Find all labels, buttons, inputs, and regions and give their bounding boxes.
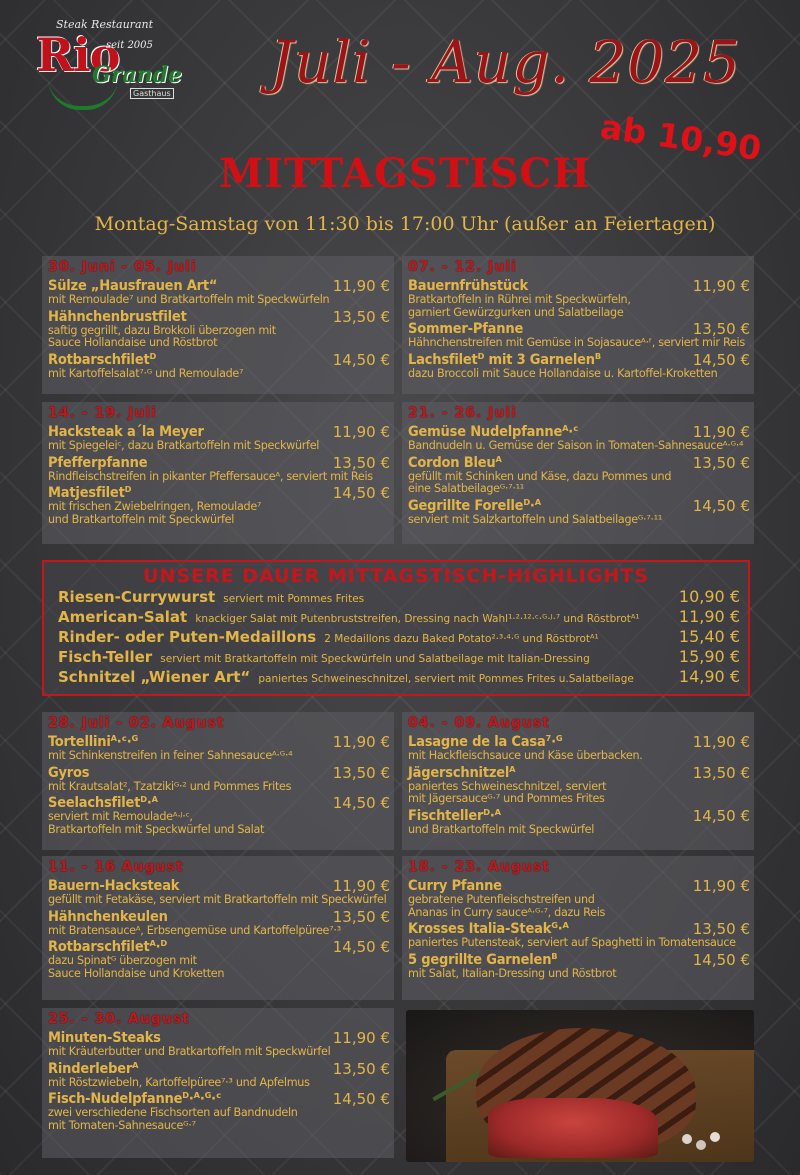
item-name: Jägerschnitzelᴬ	[408, 764, 516, 781]
item-price: 11,90 €	[692, 877, 750, 895]
menu-item	[48, 309, 394, 350]
item-price: 13,50 €	[692, 763, 750, 782]
item-price: 14,50 €	[692, 950, 750, 969]
item-description: Hähnchenstreifen mit Gemüse in Sojasauceᴬ·ᶠ, serviert mir Reis	[408, 336, 745, 349]
item-description: zwei verschiedene Fischsorten auf Bandnudeln mit Tomaten-Sahnesauceᴳ·⁷	[48, 1106, 298, 1132]
menu-item	[48, 939, 394, 980]
menu-item	[408, 498, 754, 527]
item-description: serviert mit Salzkartoffeln und Salatbeilageᴳ·⁷·¹¹	[408, 512, 663, 526]
item-name: Gemüse Nudelpfanneᴬ·ᶜ	[408, 424, 579, 440]
item-description: mit Salat, Italian-Dressing und Röstbrot	[408, 966, 617, 980]
logo-since: seit 2005	[106, 40, 153, 51]
menu-item	[48, 278, 394, 307]
item-price: 14,50 €	[332, 484, 390, 502]
steak-cut-icon	[488, 1098, 658, 1158]
highlight-description: knackiger Salat mit Putenbruststreifen, Dressing nach Wahl¹·²·¹²·ᶜ·ᴳ·ᴶ·⁷ und Röstbrotᴬ¹	[195, 613, 640, 625]
menu-item	[48, 485, 394, 526]
menu-item	[408, 352, 754, 381]
highlight-name: Riesen-Currywurst	[58, 588, 216, 606]
item-price: 11,90 €	[692, 423, 750, 441]
highlight-description: serviert mit Pommes Frites	[223, 593, 365, 605]
item-description: mit Krautsalat², Tzatzikiᴳ·² und Pommes Frites	[48, 779, 292, 793]
item-name: Bauernfrühstück	[408, 278, 528, 294]
menu-item	[408, 455, 754, 496]
highlight-description: 2 Medaillons dazu Baked Potato²·³·⁴·ᴳ und Röstbrotᴬ¹	[324, 633, 599, 645]
item-price: 13,50 €	[332, 1059, 390, 1078]
item-description: mit Remoulade⁷ und Bratkartoffeln mit Speckwürfeln	[48, 293, 330, 306]
menu-item	[408, 952, 754, 981]
logo-swirl-icon	[48, 78, 118, 110]
week-label: 07. - 12. Juli	[408, 259, 517, 275]
menu-period: Juli - Aug. 2025	[270, 28, 742, 96]
item-price: 13,50 €	[692, 453, 750, 472]
highlight-price: 14,90 €	[678, 667, 740, 686]
pepper-icon	[682, 1134, 692, 1144]
item-price: 14,50 €	[332, 938, 390, 956]
item-name: Fischtellerᴰ·ᴬ	[408, 807, 501, 824]
item-price: 13,50 €	[332, 307, 390, 326]
highlight-price: 10,90 €	[678, 587, 740, 606]
week-block	[42, 856, 394, 1000]
item-description: Rindfleischstreifen in pikanter Pfeffersauceᴬ, serviert mit Reis	[48, 469, 373, 483]
item-name: 5 gegrillte Garnelenᴮ	[408, 951, 558, 968]
item-description: Bratkartoffeln in Rührei mit Speckwürfeln, garniert Gewürzgurken und Salatbeilage	[408, 293, 631, 319]
menu-item	[408, 321, 754, 350]
logo-tag: Gasthaus	[130, 88, 174, 99]
item-description: mit Schinkenstreifen in feiner Sahnesauceᴬ·ᴳ·⁴	[48, 749, 293, 762]
week-label: 11. - 16 August	[48, 859, 184, 875]
item-name: Matjesfiletᴰ	[48, 485, 132, 501]
menu-item	[408, 878, 754, 919]
item-price: 11,90 €	[332, 877, 390, 895]
restaurant-logo	[34, 18, 183, 110]
page-title: MITTAGSTISCH	[219, 150, 591, 197]
menu-item	[48, 765, 394, 794]
menu-item	[48, 455, 394, 484]
item-description: Bandnudeln u. Gemüse der Saison in Tomaten-Sahnesauceᴬ·ᴳ·⁴	[408, 439, 744, 452]
item-price: 11,90 €	[692, 277, 750, 295]
item-description: mit Kräuterbutter und Bratkartoffeln mit Speckwürfel	[48, 1045, 331, 1058]
item-price: 11,90 €	[332, 277, 390, 295]
item-description: mit Bratensauceᴬ, Erbsengemüse und Kartoffelpüree⁷·³	[48, 923, 341, 937]
item-description: saftig gegrillt, dazu Brokkoli überzogen mit Sauce Hollandaise und Röstbrot	[48, 323, 276, 349]
highlight-item	[58, 627, 748, 647]
item-description: gebratene Putenfleischstreifen und Ananas in Curry sauceᴬ·ᴳ·⁷, dazu Reis	[408, 893, 606, 919]
menu-item	[48, 909, 394, 938]
item-name: Bauern-Hacksteak	[48, 878, 180, 894]
item-price: 14,50 €	[332, 350, 390, 369]
week-block	[42, 402, 394, 544]
item-description: mit Spiegeleiᶜ, dazu Bratkartoffeln mit Speckwürfel	[48, 439, 320, 452]
opening-hours: Montag-Samstag von 11:30 bis 17:00 Uhr (außer an Feiertagen)	[94, 213, 716, 235]
item-name: Lachsfiletᴰ mit 3 Garnelenᴮ	[408, 351, 601, 368]
item-name: Seelachsfiletᴰ·ᴬ	[48, 795, 158, 811]
week-block	[42, 1008, 394, 1158]
item-description: mit frischen Zwiebelringen, Remoulade⁷ und Bratkartoffeln mit Speckwürfel	[48, 500, 262, 526]
item-description: gefüllt mit Fetakäse, serviert mit Bratkartoffeln mit Speckwürfel	[48, 893, 387, 906]
item-description: serviert mit Remouladeᴬ·ᴶ·ᶜ, Bratkartoffeln mit Speckwürfel und Salat	[48, 810, 265, 836]
item-description: gefüllt mit Schinken und Käse, dazu Pommes und eine Salatbeilageᴳ·⁷·¹¹	[408, 469, 672, 495]
item-name: Cordon Bleuᴬ	[408, 454, 502, 471]
item-name: Curry Pfanne	[408, 878, 502, 894]
week-block	[402, 402, 754, 544]
menu-item	[48, 1030, 394, 1059]
week-block	[402, 256, 754, 394]
menu-item	[408, 278, 754, 319]
menu-item	[408, 734, 754, 763]
menu-item	[48, 424, 394, 453]
highlight-description: serviert mit Bratkartoffeln mit Speckwürfeln und Salatbeilage mit Italian-Dressing	[160, 653, 590, 665]
menu-item	[48, 1061, 394, 1090]
highlight-item	[58, 667, 748, 687]
highlight-name: Fisch-Teller	[58, 648, 153, 666]
week-label: 14. - 19. Juli	[48, 405, 157, 421]
highlight-price: 15,40 €	[678, 627, 740, 646]
item-price: 14,50 €	[692, 496, 750, 515]
highlight-price: 11,90 €	[678, 607, 740, 626]
item-description: mit Kartoffelsalat⁷·ᴳ und Remoulade⁷	[48, 366, 244, 380]
item-name: Pfefferpfanne	[48, 454, 148, 471]
menu-item	[48, 734, 394, 763]
week-label: 04. - 09. August	[408, 715, 550, 731]
week-block	[402, 712, 754, 850]
logo-name-secondary: Grande	[92, 62, 183, 88]
grilled-steak-photo	[406, 1010, 754, 1162]
menu-item	[48, 352, 394, 381]
menu-item	[48, 1091, 394, 1132]
item-name: Rinderleberᴬ	[48, 1060, 139, 1077]
item-description: paniertes Putensteak, serviert auf Spaghetti in Tomatensauce	[408, 936, 736, 949]
item-name: Gyros	[48, 764, 90, 781]
logo-subtitle: Steak Restaurant	[56, 18, 154, 31]
week-block	[42, 256, 394, 394]
item-description: mit Hackfleischsauce und Käse überbacken.	[408, 749, 643, 762]
item-price: 13,50 €	[332, 763, 390, 782]
item-name: Hähnchenkeulen	[48, 908, 168, 925]
highlight-item	[58, 647, 748, 667]
item-price: 13,50 €	[332, 907, 390, 926]
week-label: 25. - 30. August	[48, 1011, 190, 1027]
item-price: 14,50 €	[332, 794, 390, 812]
item-name: Sülze „Hausfrauen Art“	[48, 278, 218, 294]
logo-name: Rio	[36, 28, 120, 82]
highlight-description: paniertes Schweineschnitzel, serviert mit Pommes Frites u.Salatbeilage	[258, 673, 634, 685]
menu-item	[408, 808, 754, 837]
highlight-name: Schnitzel „Wiener Art“	[58, 668, 251, 686]
highlight-name: American-Salat	[58, 608, 188, 626]
item-description: mit Röstzwiebeln, Kartoffelpüree⁷·³ und Apfelmus	[48, 1075, 310, 1089]
item-price: 11,90 €	[332, 423, 390, 441]
highlight-price: 15,90 €	[678, 647, 740, 666]
item-name: Sommer-Pfanne	[408, 321, 524, 337]
highlight-item	[58, 607, 748, 627]
highlights-title: UNSERE DAUER MITTAGSTISCH-HIGHLIGHTS	[143, 565, 649, 587]
item-name: Rotbarschfiletᴰ	[48, 351, 157, 368]
item-price: 11,90 €	[332, 733, 390, 751]
week-block	[402, 856, 754, 1000]
item-name: Rotbarschfiletᴬ·ᴰ	[48, 939, 168, 955]
price-from-badge: ab 10,90	[598, 106, 764, 169]
item-price: 14,50 €	[332, 1090, 390, 1108]
item-name: Tortelliniᴬ·ᶜ·ᴳ	[48, 734, 139, 750]
menu-item	[408, 765, 754, 806]
highlights-box	[42, 560, 750, 696]
item-name: Gegrillte Forelleᴰ·ᴬ	[408, 497, 541, 514]
week-label: 28. Juli - 02. August	[48, 715, 225, 731]
week-label: 21. - 26. Juli	[408, 405, 517, 421]
item-price: 13,50 €	[332, 453, 390, 472]
item-price: 11,90 €	[692, 733, 750, 751]
item-description: paniertes Schweineschnitzel, serviert mit Jägersauceᴳ·⁷ und Pommes Frites	[408, 779, 607, 805]
item-name: Krosses Italia-Steakᴳ·ᴬ	[408, 921, 569, 937]
item-name: Minuten-Steaks	[48, 1030, 161, 1046]
menu-item	[408, 921, 754, 950]
menu-item	[408, 424, 754, 453]
week-label: 18. - 23. August	[408, 859, 550, 875]
item-price: 14,50 €	[692, 806, 750, 825]
item-price: 13,50 €	[692, 920, 750, 938]
item-name: Fisch-Nudelpfanneᴰ·ᴬ·ᴳ·ᶜ	[48, 1091, 222, 1107]
item-name: Lasagne de la Casa⁷·ᴳ	[408, 734, 563, 750]
highlight-item	[58, 587, 748, 607]
week-label: 30. Juni - 05. Juli	[48, 259, 197, 275]
item-description: dazu Spinatᴳ überzogen mit Sauce Hollandaise und Kroketten	[48, 954, 225, 980]
item-price: 14,50 €	[692, 350, 750, 369]
item-name: Hacksteak a´la Meyer	[48, 424, 204, 440]
item-description: dazu Broccoli mit Sauce Hollandaise u. Kartoffel-Kroketten	[408, 366, 718, 380]
item-name: Hähnchenbrustfilet	[48, 308, 187, 325]
item-price: 13,50 €	[692, 320, 750, 338]
week-block	[42, 712, 394, 850]
item-price: 11,90 €	[332, 1029, 390, 1047]
menu-item	[48, 795, 394, 836]
item-description: und Bratkartoffeln mit Speckwürfel	[408, 822, 595, 836]
highlight-name: Rinder- oder Puten-Medaillons	[58, 628, 317, 646]
menu-item	[48, 878, 394, 907]
